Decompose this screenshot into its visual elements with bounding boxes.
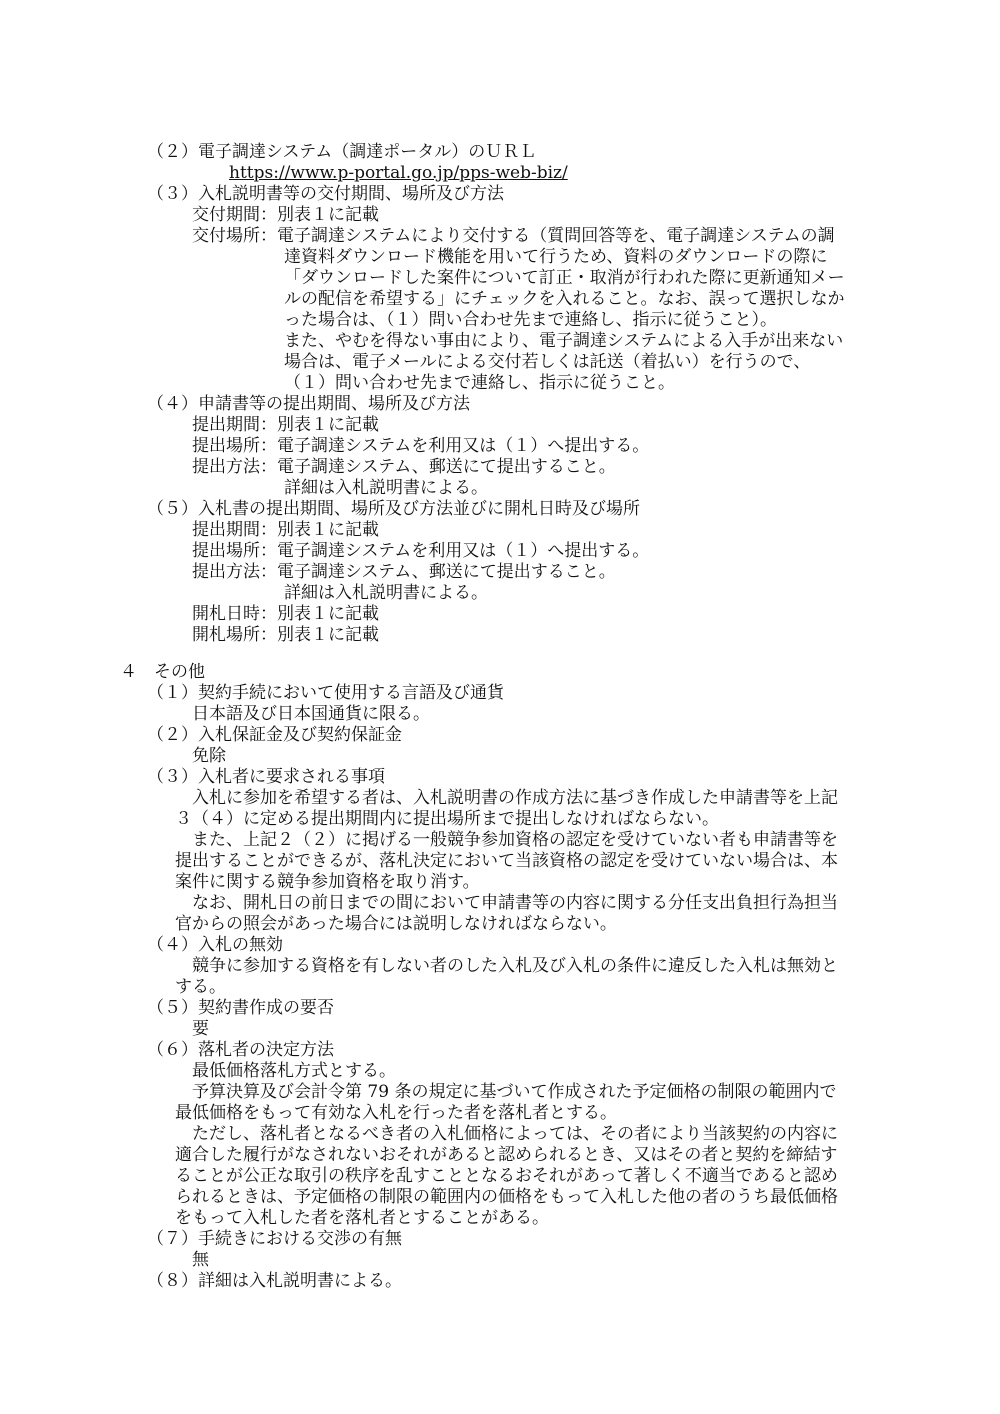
- bid-submit-detail: 詳細は入札説明書による。: [284, 583, 488, 603]
- other-6-line: ることが公正な取引の秩序を乱すこととなるおそれがあって著しく不適当であると認め: [175, 1166, 838, 1186]
- other-3-line: ３（４）に定める提出期間内に提出場所まで提出しなければならない。: [175, 809, 719, 829]
- other-6-line: られるときは、予定価格の制限の範囲内の価格をもって入札した他の者のうち最低価格: [175, 1187, 838, 1207]
- other-1-title: （１）契約手続において使用する言語及び通貨: [147, 683, 504, 703]
- other-4-title: （４）入札の無効: [147, 935, 283, 955]
- issue-place-line: ルの配信を希望する」にチェックを入れること。なお、誤って選択しなか: [284, 289, 845, 309]
- other-3-title: （３）入札者に要求される事項: [147, 767, 385, 787]
- other-5-title: （５）契約書作成の要否: [147, 998, 334, 1018]
- submit-place: 提出場所：電子調達システムを利用又は（１）へ提出する。: [192, 436, 650, 456]
- submit-method: 提出方法：電子調達システム、郵送にて提出すること。: [192, 457, 616, 477]
- issue-place-line: 達資料ダウンロード機能を用いて行うため、資料のダウンロードの際に: [284, 247, 828, 267]
- other-3-line: 提出することができるが、落札決定において当該資格の認定を受けていない場合は、本: [175, 851, 838, 871]
- other-6-line: 最低価格落札方式とする。: [192, 1061, 396, 1081]
- other-6-line: 最低価格をもって有効な入札を行った者を落札者とする。: [175, 1103, 617, 1123]
- portal-url-link[interactable]: https://www.p-portal.go.jp/pps-web-biz/: [229, 163, 568, 183]
- other-3-line: なお、開札日の前日までの間において申請書等の内容に関する分任支出負担行為担当: [192, 893, 838, 913]
- issue-place-line: 交付場所：電子調達システムにより交付する（質問回答等を、電子調達システムの調: [192, 226, 835, 246]
- other-2-title: （２）入札保証金及び契約保証金: [147, 725, 402, 745]
- submit-period: 提出期間：別表１に記載: [192, 415, 379, 435]
- issue-place-line: 場合は、電子メールによる交付若しくは託送（着払い）を行うので、: [284, 352, 811, 372]
- issue-place-line: （１）問い合わせ先まで連絡し、指示に従うこと。: [284, 373, 675, 393]
- section-4-heading: ４ その他: [120, 662, 205, 682]
- submit-detail: 詳細は入札説明書による。: [284, 478, 488, 498]
- other-3-line: 官からの照会があった場合には説明しなければならない。: [175, 914, 617, 934]
- bid-open-date: 開札日時：別表１に記載: [192, 604, 379, 624]
- other-6-title: （６）落札者の決定方法: [147, 1040, 334, 1060]
- item-5-title: （５）入札書の提出期間、場所及び方法並びに開札日時及び場所: [147, 499, 640, 519]
- other-6-line: をもって入札した者を落札者とすることがある。: [175, 1208, 549, 1228]
- other-1-body: 日本語及び日本国通貨に限る。: [192, 704, 430, 724]
- other-6-line: 予算決算及び会計令第 79 条の規定に基づいて作成された予定価格の制限の範囲内で: [192, 1082, 837, 1102]
- bid-submit-place: 提出場所：電子調達システムを利用又は（１）へ提出する。: [192, 541, 650, 561]
- other-4-line: する。: [175, 977, 226, 997]
- other-6-line: 適合した履行がなされないおそれがあると認められるとき、又はその者と契約を締結す: [175, 1145, 838, 1165]
- bid-open-place: 開札場所：別表１に記載: [192, 625, 379, 645]
- other-3-line: 入札に参加を希望する者は、入札説明書の作成方法に基づき作成した申請書等を上記: [192, 788, 838, 808]
- issue-period: 交付期間：別表１に記載: [192, 205, 379, 225]
- issue-place-line: また、やむを得ない事由により、電子調達システムによる入手が出来ない: [284, 331, 844, 351]
- other-4-line: 競争に参加する資格を有しない者のした入札及び入札の条件に違反した入札は無効と: [192, 956, 838, 976]
- bid-submit-method: 提出方法：電子調達システム、郵送にて提出すること。: [192, 562, 616, 582]
- bid-submit-period: 提出期間：別表１に記載: [192, 520, 379, 540]
- other-6-line: ただし、落札者となるべき者の入札価格によっては、その者により当該契約の内容に: [192, 1124, 838, 1144]
- other-2-body: 免除: [192, 746, 226, 766]
- item-3-title: （３）入札説明書等の交付期間、場所及び方法: [147, 184, 504, 204]
- other-7-body: 無: [192, 1250, 209, 1270]
- item-4-title: （４）申請書等の提出期間、場所及び方法: [147, 394, 470, 414]
- other-3-line: 案件に関する競争参加資格を取り消す。: [175, 872, 480, 892]
- other-7-title: （７）手続きにおける交渉の有無: [147, 1229, 402, 1249]
- item-2-title: （２）電子調達システム（調達ポータル）のＵＲＬ: [147, 142, 537, 162]
- other-8-title: （８）詳細は入札説明書による。: [147, 1271, 402, 1291]
- other-5-body: 要: [192, 1019, 209, 1039]
- issue-place-line: った場合は、（１）問い合わせ先まで連絡し、指示に従うこと）。: [284, 310, 777, 330]
- issue-place-line: 「ダウンロードした案件について訂正・取消が行われた際に更新通知メー: [284, 268, 845, 288]
- other-3-line: また、上記２（２）に掲げる一般競争参加資格の認定を受けていない者も申請書等を: [192, 830, 838, 850]
